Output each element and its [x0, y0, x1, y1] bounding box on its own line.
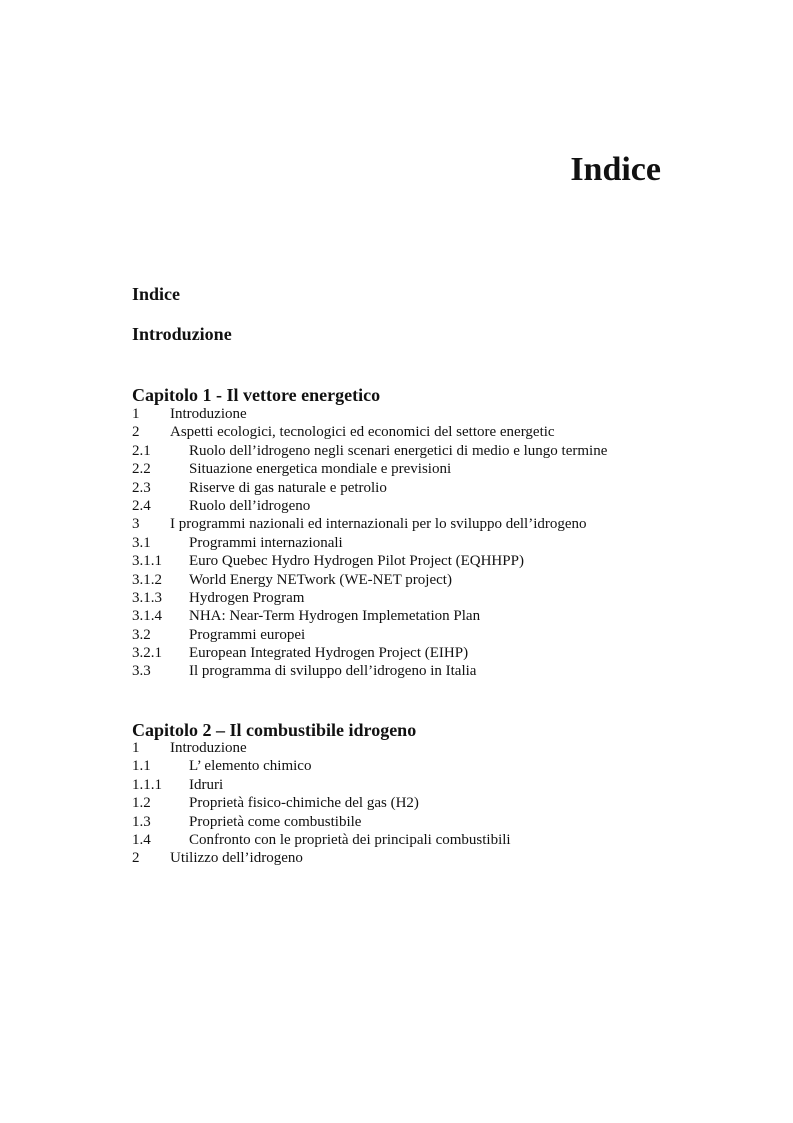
- toc-entry-number: 1.1.1: [132, 776, 162, 793]
- toc-entry-title: Aspetti ecologici, tecnologici ed economici del settore energetic: [170, 424, 555, 441]
- toc-entry-title: I programmi nazionali ed internazionali per lo sviluppo dell’idrogeno: [170, 516, 587, 533]
- toc-entry-title: Programmi internazionali: [189, 534, 343, 551]
- toc-entry-title: Euro Quebec Hydro Hydrogen Pilot Project (EQHHPP): [189, 553, 524, 570]
- toc-entry-title: Idruri: [189, 776, 224, 793]
- toc-entry-number: 2: [132, 850, 140, 867]
- toc-entry-title: Ruolo dell’idrogeno: [189, 497, 311, 514]
- toc-entry-number: 2.3: [132, 479, 151, 496]
- toc-entry-title: Hydrogen Program: [189, 589, 305, 606]
- toc-entry-title: Programmi europei: [189, 626, 306, 643]
- toc-entry-number: 3.1.2: [132, 571, 162, 588]
- toc-entry-number: 1.1: [132, 758, 151, 775]
- toc-entry-number: 3.3: [132, 663, 151, 680]
- toc-entry-number: 3.1.4: [132, 608, 162, 625]
- toc-entry-number: 3: [132, 516, 140, 533]
- toc-entry-number: 3.1: [132, 534, 151, 551]
- toc-entry-number: 1: [132, 740, 140, 756]
- toc-entry-number: 2.1: [132, 442, 151, 459]
- toc-entry-title: Introduzione: [170, 406, 247, 422]
- toc-entry-title: Confronto con le proprietà dei principali combustibili: [189, 831, 511, 848]
- toc-entry-title: Introduzione: [170, 740, 247, 756]
- chapter-2-title: Capitolo 2 – Il combustibile idrogeno: [132, 720, 417, 740]
- index-heading: Indice: [132, 284, 181, 304]
- toc-entry-title: Il programma di sviluppo dell’idrogeno in Italia: [189, 663, 477, 680]
- toc-entry-title: NHA: Near-Term Hydrogen Implemetation Plan: [189, 608, 481, 625]
- toc-entry-number: 1.4: [132, 831, 151, 848]
- toc-entry-title: L’ elemento chimico: [189, 758, 312, 775]
- chapter-1-title: Capitolo 1 - Il vettore energetico: [132, 385, 381, 405]
- toc-entry-title: Proprietà fisico-chimiche del gas (H2): [189, 795, 419, 812]
- toc-entry-number: 1: [132, 406, 140, 422]
- toc-entry-number: 3.2: [132, 626, 151, 643]
- toc-entry-title: Ruolo dell’idrogeno negli scenari energetici di medio e lungo termine: [189, 442, 608, 459]
- toc-entry-number: 2.2: [132, 461, 151, 478]
- toc-entry-number: 3.1.1: [132, 553, 162, 570]
- toc-entry-title: Utilizzo dell’idrogeno: [170, 850, 303, 867]
- page-title: Indice: [570, 151, 661, 188]
- toc-entry-title: Situazione energetica mondiale e previsioni: [189, 461, 452, 478]
- introduction-heading: Introduzione: [132, 324, 232, 344]
- toc-entry-title: Proprietà come combustibile: [189, 813, 362, 830]
- toc-entry-title: World Energy NETwork (WE-NET project): [189, 571, 452, 588]
- toc-entry-number: 1.3: [132, 813, 151, 830]
- toc-entry-title: Riserve di gas naturale e petrolio: [189, 479, 387, 496]
- toc-entry-title: European Integrated Hydrogen Project (EIHP): [189, 645, 469, 662]
- toc-entry-number: 2.4: [132, 497, 151, 514]
- toc-entry-number: 3.2.1: [132, 645, 162, 662]
- toc-entry-number: 3.1.3: [132, 589, 162, 606]
- toc-entry-number: 1.2: [132, 795, 151, 812]
- toc-entry-number: 2: [132, 424, 140, 441]
